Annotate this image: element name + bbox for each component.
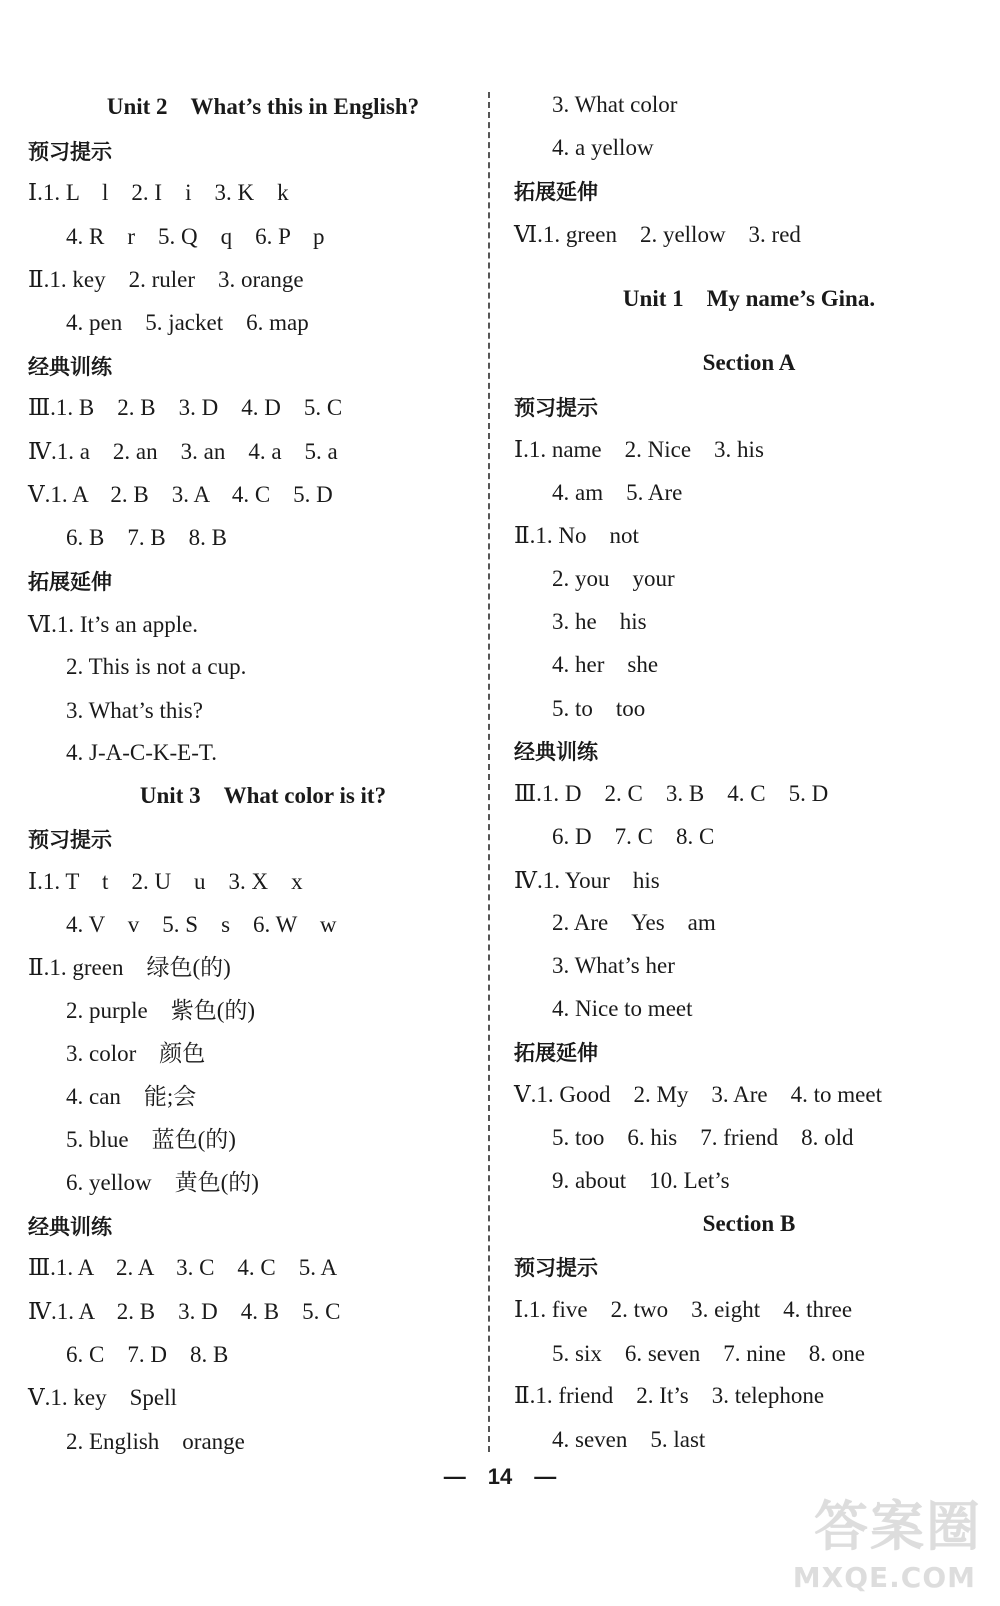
unit-title: Unit 2 What’s this in English? bbox=[106, 94, 420, 119]
answer-line: 2. purple 紫色(的) bbox=[66, 998, 256, 1023]
answer-line: 4. Nice to meet bbox=[552, 996, 693, 1021]
answer-line: 5. to too bbox=[552, 696, 646, 721]
answer-line: 4. V v 5. S s 6. W w bbox=[66, 912, 337, 937]
answer-line: 6. yellow 黄色(的) bbox=[66, 1170, 259, 1195]
watermark-text: 答案圈 bbox=[814, 1495, 982, 1558]
unit-title: Section A bbox=[702, 350, 796, 375]
answer-line: 6. C 7. D 8. B bbox=[66, 1342, 229, 1367]
answer-line: 3. color 颜色 bbox=[66, 1041, 206, 1066]
answer-line: 5. too 6. his 7. friend 8. old bbox=[552, 1125, 854, 1150]
section-heading: 拓展延伸 bbox=[514, 1041, 598, 1065]
answer-line: 3. What’s this? bbox=[66, 698, 203, 723]
unit-title: Section B bbox=[702, 1211, 796, 1236]
answer-line: 4. am 5. Are bbox=[552, 480, 683, 505]
section-heading: 拓展延伸 bbox=[28, 570, 112, 594]
answer-line: Ⅳ.1. Your his bbox=[514, 868, 660, 893]
answer-line: 4. R r 5. Q q 6. P p bbox=[66, 224, 325, 249]
answer-line: Ⅰ.1. L l 2. I i 3. K k bbox=[28, 180, 289, 205]
answer-line: Ⅱ.1. green 绿色(的) bbox=[28, 955, 231, 980]
answer-line: Ⅵ.1. It’s an apple. bbox=[28, 612, 199, 637]
answer-line: 6. B 7. B 8. B bbox=[66, 525, 228, 550]
answer-line: 9. about 10. Let’s bbox=[552, 1168, 730, 1193]
answer-line: 2. Are Yes am bbox=[552, 910, 716, 935]
answer-line: 4. pen 5. jacket 6. map bbox=[66, 310, 309, 335]
answer-line: Ⅴ.1. Good 2. My 3. Are 4. to meet bbox=[514, 1082, 882, 1107]
answer-line: Ⅰ.1. name 2. Nice 3. his bbox=[514, 437, 764, 462]
answer-line: 3. What color bbox=[552, 92, 678, 117]
section-heading: 拓展延伸 bbox=[514, 180, 598, 204]
section-heading: 预习提示 bbox=[28, 828, 112, 852]
section-heading: 经典训练 bbox=[28, 355, 112, 379]
answer-line: 6. D 7. C 8. C bbox=[552, 824, 715, 849]
section-heading: 预习提示 bbox=[514, 1256, 598, 1280]
answer-line: Ⅰ.1. T t 2. U u 3. X x bbox=[28, 869, 303, 894]
answer-line: Ⅲ.1. B 2. B 3. D 4. D 5. C bbox=[28, 395, 343, 420]
answer-line: Ⅱ.1. No not bbox=[514, 523, 639, 548]
answer-line: 4. seven 5. last bbox=[552, 1427, 706, 1452]
answer-line: Ⅴ.1. key Spell bbox=[28, 1385, 177, 1410]
answer-line: 5. six 6. seven 7. nine 8. one bbox=[552, 1341, 866, 1366]
answer-line: Ⅱ.1. friend 2. It’s 3. telephone bbox=[514, 1383, 825, 1408]
watermark-url: MXQE.COM bbox=[792, 1561, 976, 1594]
left-column bbox=[28, 0, 498, 1470]
answer-line: 4. a yellow bbox=[552, 135, 654, 160]
right-column bbox=[514, 0, 984, 1470]
answer-line: 2. you your bbox=[552, 566, 675, 591]
answer-line: 2. English orange bbox=[66, 1429, 245, 1454]
answer-line: Ⅱ.1. key 2. ruler 3. orange bbox=[28, 267, 304, 292]
answer-line: Ⅲ.1. A 2. A 3. C 4. C 5. A bbox=[28, 1255, 338, 1280]
answer-line: 3. What’s her bbox=[552, 953, 675, 978]
unit-title: Unit 3 What color is it? bbox=[139, 783, 387, 808]
answer-line: Ⅳ.1. A 2. B 3. D 4. B 5. C bbox=[28, 1299, 341, 1324]
answer-line: Ⅴ.1. A 2. B 3. A 4. C 5. D bbox=[28, 482, 333, 507]
answer-line: Ⅰ.1. five 2. two 3. eight 4. three bbox=[514, 1297, 853, 1322]
page-number: — 14 — bbox=[443, 1464, 557, 1489]
answer-line: Ⅳ.1. a 2. an 3. an 4. a 5. a bbox=[28, 439, 338, 464]
section-heading: 经典训练 bbox=[28, 1215, 112, 1239]
column-divider bbox=[488, 92, 490, 1452]
section-heading: 经典训练 bbox=[514, 740, 598, 764]
answer-line: 4. can 能;会 bbox=[66, 1084, 197, 1109]
answer-line: 4. her she bbox=[552, 652, 659, 677]
answer-line: 4. J-A-C-K-E-T. bbox=[66, 740, 217, 765]
answer-line: 2. This is not a cup. bbox=[66, 654, 247, 679]
answer-line: Ⅲ.1. D 2. C 3. B 4. C 5. D bbox=[514, 781, 829, 806]
answer-line: 5. blue 蓝色(的) bbox=[66, 1127, 236, 1152]
answer-line: 3. he his bbox=[552, 609, 647, 634]
answer-line: Ⅵ.1. green 2. yellow 3. red bbox=[514, 222, 801, 247]
section-heading: 预习提示 bbox=[28, 140, 112, 164]
section-heading: 预习提示 bbox=[514, 396, 598, 420]
watermark-logo bbox=[782, 1484, 982, 1594]
unit-title: Unit 1 My name’s Gina. bbox=[622, 286, 876, 311]
